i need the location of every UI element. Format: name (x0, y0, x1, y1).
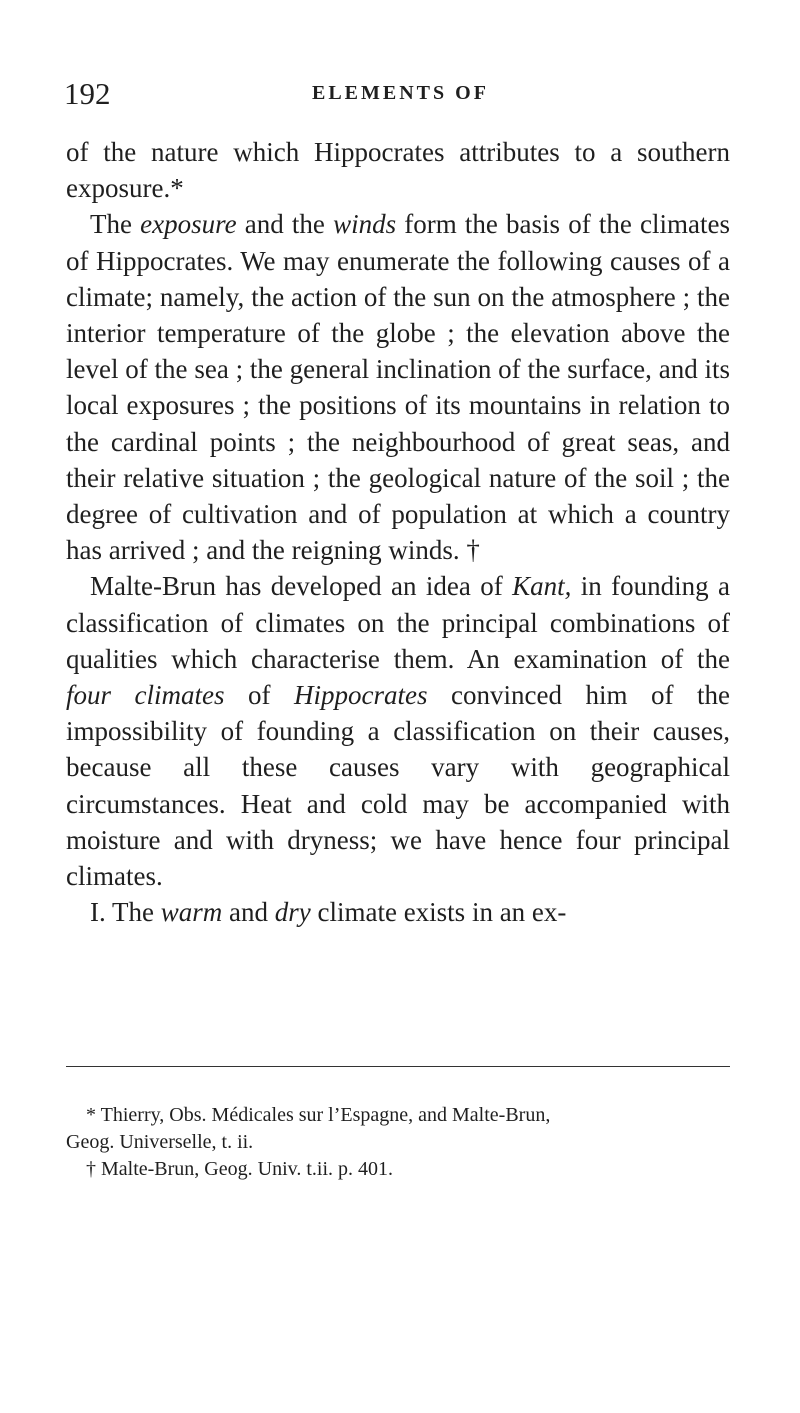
footnote-1: * Thierry, Obs. Médicales sur l’Espagne, and Malte-Brun, (86, 1104, 551, 1126)
page-number: 192 (64, 76, 111, 111)
paragraph-4: I. The warm and dry climate exists in an ex- (90, 897, 567, 928)
footnote-divider (66, 1066, 730, 1067)
running-head (64, 76, 700, 112)
footnotes (66, 1102, 730, 1183)
footnote-2: † Malte-Brun, Geog. Univ. t.ii. p. 401. (86, 1158, 394, 1180)
running-title: ELEMENTS OF (312, 82, 489, 104)
body-text (66, 134, 730, 930)
paragraph-1: of the nature which Hippocrates attributes to a southern exposure.* (66, 137, 730, 204)
paragraph-2: The exposure and the winds form the basis of the climates of Hippocrates. We may enumerate the following causes of a climate; namely, the action of the sun on the atmosphere ; the interior temperature of the globe ; the elevation above the level of the sea ; the general inclination of the surface, and its local exposures ; the positions of its mountains in relation to the cardinal points ; the neighbourhood of great seas, and their relative situation ; the geological nature of the soil ; the degree of cultivation and of population at which a country has arrived ; and the reigning winds. † (66, 209, 730, 566)
footnote-1-continuation: Geog. Universelle, t. ii. (66, 1131, 254, 1153)
paragraph-3: Malte-Brun has developed an idea of Kant, in founding a classification of climates on the principal combinations of qualities which characterise them. An examination of the four climates of Hippocrates convinced him of the impossibility of founding a classification on their causes, because all these causes vary with geographical circumstances. Heat and cold may be accompanied with moisture and with dryness; we have hence four principal climates. (66, 571, 730, 892)
